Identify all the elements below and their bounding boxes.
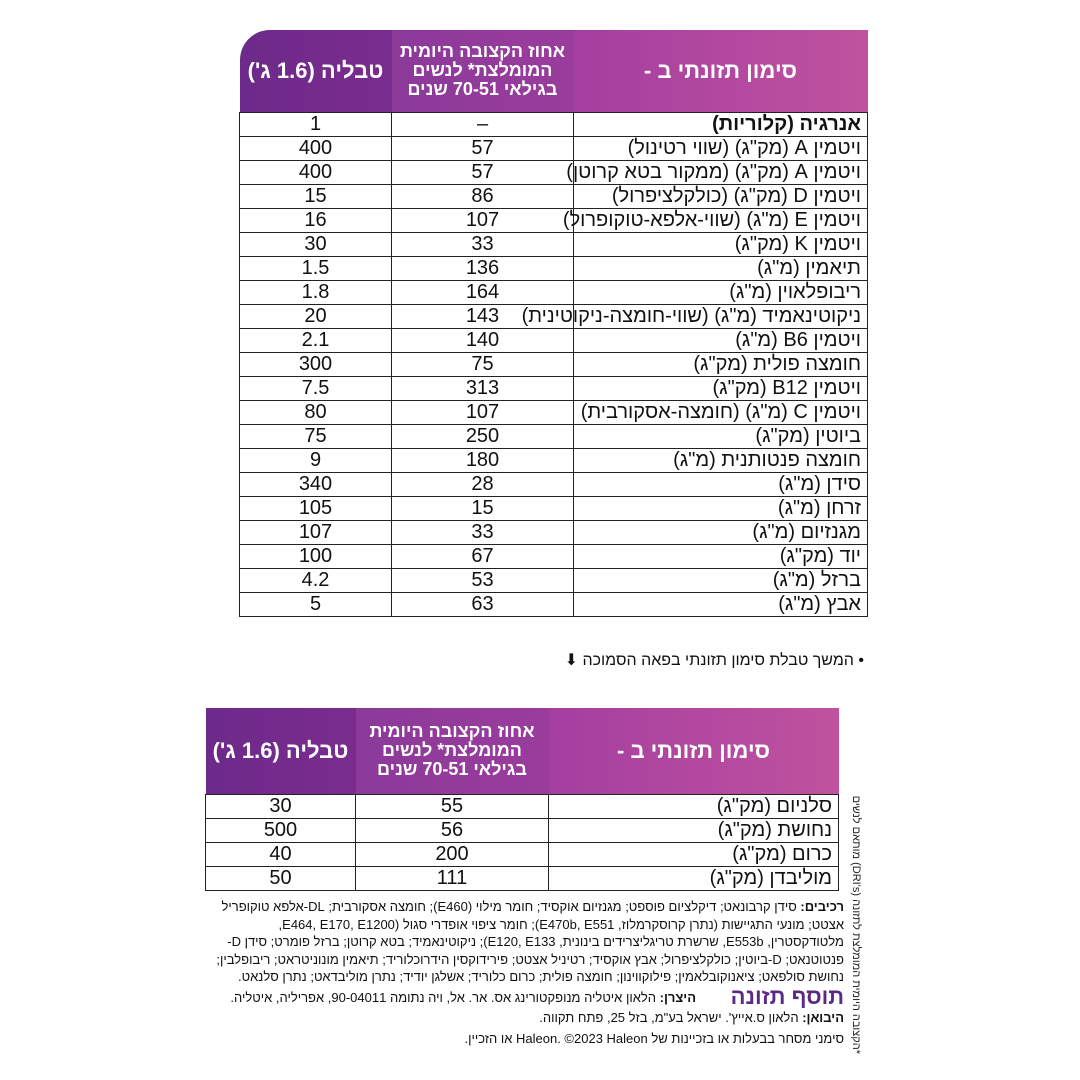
daily-percent: 140 <box>392 328 574 352</box>
nutrient-name: כרום (מק"ג) <box>549 842 839 866</box>
nutrient-name: חומצה פולית (מק"ג) <box>574 352 868 376</box>
table-row <box>240 472 868 496</box>
ingredients-text: סידן קרבונאט; דיקלציום פוספט; מגנזיום אוקסיד; חומר מילוי (E460); חומצה אסקורבית; DL-אלפא טוקופריל אצטט; מונעי התגיישות (נתרן קרוסקרמלוז, E470b, E551); חומר ציפוי אופדרי סגול (E464, E170, E1200, מלטודקסטרין, E553b, שרשרת טריגליצרידים בינונית, E120, E133); ניקוטינאמיד; בטא קרוטן; ברזל פומרט; סידן D-פנטוטנאט; D-ביוטין; כולקלציפרול; אבץ אוקסיד; רטיניל אצטט; פירידוקסין הידרוכלוריד; תיאמין מונוניטראט; ריבופלבין; נחושת סולפאט; ציאנוקובלאמין; פילוקווינון; חומצה פולית; כרום כלוריד; אשלגן יודיד; נתרן מוליבדאט; נתרן סלנאט. <box>216 899 844 984</box>
nutrient-name: חומצה פנטותנית (מ"ג) <box>574 448 868 472</box>
table-row <box>206 866 839 890</box>
nutrient-name: זרחן (מ"ג) <box>574 496 868 520</box>
per-tablet-value: 1.8 <box>240 280 392 304</box>
table-row <box>240 184 868 208</box>
per-tablet-value: 400 <box>240 136 392 160</box>
table-row <box>240 328 868 352</box>
table-row <box>240 376 868 400</box>
nutrient-name: ויטמין B12 (מק"ג) <box>574 376 868 400</box>
per-tablet-value: 340 <box>240 472 392 496</box>
daily-percent: 33 <box>392 520 574 544</box>
table-row <box>240 136 868 160</box>
header-nutrition-label: סימון תזונתי ב - <box>549 708 839 794</box>
dri-side-note <box>850 729 862 1054</box>
importer-line <box>539 1010 844 1025</box>
per-tablet-value: 105 <box>240 496 392 520</box>
nutrient-name: מגנזיום (מ"ג) <box>574 520 868 544</box>
daily-percent: 107 <box>392 400 574 424</box>
nutrient-name: יוד (מק"ג) <box>574 544 868 568</box>
nutrient-name: ויטמין A (מק"ג) (שווי רטינול) <box>574 136 868 160</box>
daily-percent: 164 <box>392 280 574 304</box>
daily-percent: 28 <box>392 472 574 496</box>
per-tablet-value: 80 <box>240 400 392 424</box>
header-per-tablet: טבליה (1.6 ג') <box>240 30 392 112</box>
nutrient-name: נחושת (מק"ג) <box>549 818 839 842</box>
table-row <box>240 592 868 616</box>
header-nutrition-label: סימון תזונתי ב - <box>574 30 868 112</box>
per-tablet-value: 100 <box>240 544 392 568</box>
ingredients-label: רכיבים: <box>800 899 844 914</box>
table-row <box>240 280 868 304</box>
nutrient-name: סידן (מ"ג) <box>574 472 868 496</box>
table-row <box>240 304 868 328</box>
daily-percent: 86 <box>392 184 574 208</box>
nutrient-name: ברזל (מ"ג) <box>574 568 868 592</box>
table-row <box>240 448 868 472</box>
table-row <box>206 818 839 842</box>
per-tablet-value: 50 <box>206 866 356 890</box>
dri-side-note-text: *הקצובה היומית המומלצת לתזונה (DRI's) <box>850 862 862 1054</box>
nutrient-name: ויטמין D (מק"ג) (כולקלציפרול) <box>574 184 868 208</box>
trademark-line: סימני מסחר בבעלות או בזכיינות של Haleon. ©2023 Haleon או הזכיין. <box>464 1031 844 1046</box>
supplement-label: תוסף תזונה <box>730 984 844 1009</box>
table-row <box>206 794 839 818</box>
daily-percent: 136 <box>392 256 574 280</box>
per-tablet-value: 5 <box>240 592 392 616</box>
continuation-note: • המשך טבלת סימון תזונתי בפאה הסמוכה ⬇ <box>564 652 864 669</box>
daily-percent: 111 <box>356 866 549 890</box>
daily-percent: 55 <box>356 794 549 818</box>
per-tablet-value: 16 <box>240 208 392 232</box>
daily-percent: 313 <box>392 376 574 400</box>
table-row <box>240 496 868 520</box>
manufacturer-line <box>230 990 696 1005</box>
table-row <box>240 520 868 544</box>
table-row <box>240 160 868 184</box>
daily-percent: 75 <box>392 352 574 376</box>
daily-percent: 63 <box>392 592 574 616</box>
per-tablet-value: 20 <box>240 304 392 328</box>
table-row <box>240 544 868 568</box>
nutrition-table-main <box>239 30 868 617</box>
daily-percent: 33 <box>392 232 574 256</box>
per-tablet-value: 4.2 <box>240 568 392 592</box>
table-row <box>240 400 868 424</box>
per-tablet-value: 1 <box>240 112 392 136</box>
per-tablet-value: 30 <box>240 232 392 256</box>
daily-percent: 57 <box>392 136 574 160</box>
daily-percent: – <box>392 112 574 136</box>
daily-percent: 56 <box>356 818 549 842</box>
per-tablet-value: 300 <box>240 352 392 376</box>
importer-label: היבואן: <box>802 1010 844 1025</box>
header-daily-percent: אחוז הקצובה היומית המומלצת* לנשים בגילאי 70-51 שנים <box>392 30 574 112</box>
daily-percent: 143 <box>392 304 574 328</box>
header-per-tablet: טבליה (1.6 ג') <box>206 708 356 794</box>
per-tablet-value: 30 <box>206 794 356 818</box>
daily-percent: 15 <box>392 496 574 520</box>
daily-percent: 250 <box>392 424 574 448</box>
per-tablet-value: 7.5 <box>240 376 392 400</box>
importer-text: הלאון ס.אייץ'. ישראל בע"מ, בזל 25, פתח תקווה. <box>539 1010 799 1025</box>
nutrient-name: ניקוטינאמיד (מ"ג) (שווי-חומצה-ניקוטינית) <box>574 304 868 328</box>
per-tablet-value: 75 <box>240 424 392 448</box>
daily-percent: 57 <box>392 160 574 184</box>
per-tablet-value: 15 <box>240 184 392 208</box>
nutrient-name: תיאמין (מ"ג) <box>574 256 868 280</box>
daily-percent: 67 <box>392 544 574 568</box>
nutrition-table-continued <box>205 708 839 891</box>
nutrient-name: ויטמין K (מק"ג) <box>574 232 868 256</box>
dri-side-note-suffix: מותאם לנשים <box>850 795 862 860</box>
table-row <box>206 842 839 866</box>
nutrient-name: ויטמין B6 (מ"ג) <box>574 328 868 352</box>
per-tablet-value: 400 <box>240 160 392 184</box>
table-row <box>240 424 868 448</box>
table-row <box>240 208 868 232</box>
nutrient-name: ריבופלאוין (מ"ג) <box>574 280 868 304</box>
daily-percent: 200 <box>356 842 549 866</box>
per-tablet-value: 9 <box>240 448 392 472</box>
nutrient-name: ויטמין E (מ"ג) (שווי-אלפא-טוקופרול) <box>574 208 868 232</box>
nutrient-name: מוליבדן (מק"ג) <box>549 866 839 890</box>
daily-percent: 180 <box>392 448 574 472</box>
nutrient-name: ויטמין C (מ"ג) (חומצה-אסקורבית) <box>574 400 868 424</box>
per-tablet-value: 40 <box>206 842 356 866</box>
ingredients-block <box>204 898 844 986</box>
nutrient-name: אנרגיה (קלוריות) <box>574 112 868 136</box>
nutrient-name: סלניום (מק"ג) <box>549 794 839 818</box>
per-tablet-value: 107 <box>240 520 392 544</box>
per-tablet-value: 500 <box>206 818 356 842</box>
header-daily-percent: אחוז הקצובה היומית המומלצת* לנשים בגילאי 70-51 שנים <box>356 708 549 794</box>
table-row <box>240 232 868 256</box>
nutrient-name: אבץ (מ"ג) <box>574 592 868 616</box>
per-tablet-value: 2.1 <box>240 328 392 352</box>
nutrient-name: ויטמין A (מק"ג) (ממקור בטא קרוטן) <box>574 160 868 184</box>
manufacturer-text: הלאון איטליה מנופקטורינג אס. אר. אל, ויה נתומה 90-04011, אפריליה, איטליה. <box>230 990 656 1005</box>
table-row <box>240 256 868 280</box>
manufacturer-label: היצרן: <box>659 990 696 1005</box>
daily-percent: 53 <box>392 568 574 592</box>
nutrient-name: ביוטין (מק"ג) <box>574 424 868 448</box>
table-row <box>240 568 868 592</box>
table-row <box>240 352 868 376</box>
table-row <box>240 112 868 136</box>
per-tablet-value: 1.5 <box>240 256 392 280</box>
daily-percent: 107 <box>392 208 574 232</box>
